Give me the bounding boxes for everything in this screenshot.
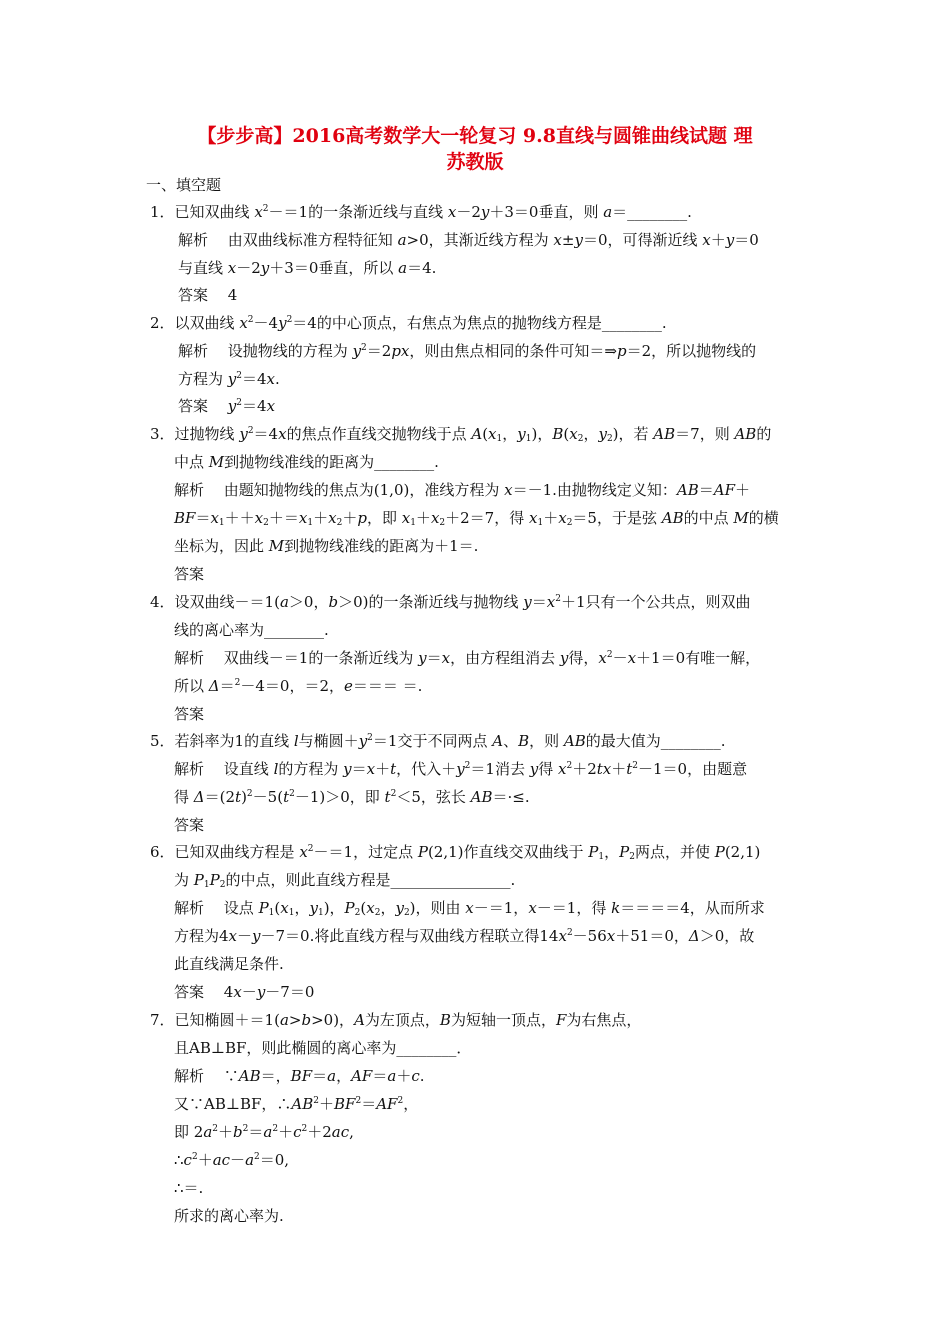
q1-answer — [178, 285, 237, 305]
answer-label: 答案 — [174, 816, 205, 834]
solution-label: 解析 — [178, 231, 209, 249]
q4-stem-1: 4．设双曲线－＝1(a＞0，b＞0)的一条渐近线与抛物线 $y=x^2+1$只有一个公共点，则双曲 — [150, 593, 751, 611]
q1-solution-1: 解析 由双曲线标准方程特征知 a>0，其渐近线方程为 x±y＝0，可得渐近线 x＋y＝0 — [178, 231, 759, 249]
q1-stem: 1．已知双曲线 $x^2-=1$的一条渐近线与直线 x－2y＋3＝0垂直，则 a＝________. — [150, 203, 692, 221]
solution-label: 解析 — [174, 649, 205, 667]
solution-label: 解析 — [174, 760, 205, 778]
q7-solution-3: 即 $2a^2+b^2=a^2+c^2+2ac$, — [174, 1123, 354, 1141]
q4-stem-2: 线的离心率为________. — [174, 621, 329, 639]
q6-solution-2: 方程为4x－y－7＝0.将此直线方程与双曲线方程联立得$14x^2-56x+51=0$，Δ＞0，故 — [174, 927, 755, 945]
q7-solution-5: ∴＝. — [174, 1179, 204, 1197]
q7-stem-1: 7．已知椭圆＋＝1(a>b>0)，A为左顶点，B为短轴一顶点，F为右焦点， — [150, 1011, 642, 1029]
q6-stem-2: 为 $P_1P_2$的中点，则此直线方程是________________. — [174, 871, 516, 890]
q1-solution-2: 与直线 x－2y＋3＝0垂直，所以 a＝4. — [178, 259, 437, 277]
q3-solution-1: 解析 由题知抛物线的焦点为(1,0)，准线方程为 x＝－1.由抛物线定义知：AB＝AF＋ — [174, 481, 751, 499]
q1-number: 1． — [150, 203, 175, 221]
q6-answer: 答案 4x－y－7＝0 — [174, 983, 315, 1001]
q2-answer: 答案 $y^2=4x$ — [178, 397, 276, 415]
solution-label: 解析 — [178, 342, 209, 360]
q7-solution-2: 又∵AB⊥BF，$\therefore AB^2+BF^2=AF^2$， — [174, 1095, 419, 1113]
doc-title-line-2: 苏教版 — [446, 151, 504, 173]
q5-solution-1: 解析 设直线 l的方程为 y＝x＋t，代入$+y^2=1$消去 y得 $x^2+2tx+t^2-1=0$，由题意 — [174, 760, 748, 778]
q7-solution-4: $\therefore c^2+ac-a^2=0$, — [174, 1151, 290, 1169]
doc-title-line-1: 【步步高】2016高考数学大一轮复习 9.8直线与圆锥曲线试题 理 — [197, 125, 753, 147]
q3-answer — [174, 564, 204, 584]
q3-solution-3: 坐标为，因此 M到抛物线准线的距离为＋1＝. — [174, 537, 479, 555]
q4-solution-2: 所以 Δ＝$^2$－4＝0，＝2，e＝＝＝ ＝. — [174, 677, 423, 695]
q3-stem-1: 3．过抛物线 $y^2=4x$的焦点作直线交抛物线于点 $A(x_1$，$y_1$)，$B(x_2$，$y_2$)，若 AB＝7，则 AB的 — [150, 425, 772, 444]
section-heading: 一、填空题 — [146, 176, 222, 194]
q6-stem-1: 6．已知双曲线方程是 $x^2-=1$，过定点 P(2,1)作直线交双曲线于 $P_1$，$P_2$两点，并使 P(2,1) — [150, 843, 761, 862]
q6-solution-3: 此直线满足条件. — [174, 955, 284, 973]
q4-answer — [174, 704, 204, 724]
q2-stem: 2．以双曲线 $x^2-4y^2=4$的中心顶点，右焦点为焦点的抛物线方程是________. — [150, 314, 667, 332]
answer-label: 答案 — [178, 397, 209, 415]
q3-solution-2: $BF=x_1++x_2+=x_1+x_2+p$，即 $x_1+x_2+2=7$，得 $x_1+x_2=5$，于是弦 AB的中点 M的横 — [174, 509, 779, 528]
q4-number: 4． — [150, 593, 175, 611]
solution-label: 解析 — [174, 899, 205, 917]
q6-solution-1: 解析 设点 $P_1(x_1$，$y_1$)，$P_2(x_2$，$y_2$)，则由 x－＝1，x－＝1，得 k＝＝＝＝4，从而所求 — [174, 899, 765, 918]
q6-number: 6． — [150, 843, 175, 861]
answer-label: 答案 — [178, 286, 209, 304]
q2-solution-1: 解析 设抛物线的方程为 $y^2=2px$，则由焦点相同的条件可知＝⇒p＝2，所以抛物线的 — [178, 342, 757, 360]
q5-number: 5． — [150, 732, 175, 750]
solution-label: 解析 — [174, 481, 205, 499]
q2-number: 2． — [150, 314, 175, 332]
answer-label: 答案 — [174, 565, 205, 583]
q3-stem-2: 中点 M到抛物线准线的距离为________. — [174, 453, 439, 471]
q7-solution-1: 解析 ∵AB＝，BF＝a，AF＝a＋c. — [174, 1067, 425, 1085]
q7-solution-6: 所求的离心率为. — [174, 1207, 284, 1225]
q7-number: 7． — [150, 1011, 175, 1029]
q5-stem: 5．若斜率为1的直线 l与椭圆$+y^2=1$交于不同两点 A、B，则 AB的最大值为________. — [150, 732, 726, 750]
answer-label: 答案 — [174, 983, 205, 1001]
q2-solution-2: 方程为 $y^2=4x$. — [178, 370, 280, 388]
q4-solution-1: 解析 双曲线－＝1的一条渐近线为 y＝x，由方程组消去 y得，$x^2-x+1=0$有唯一解， — [174, 649, 761, 667]
q5-answer — [174, 815, 204, 835]
answer-label: 答案 — [174, 705, 205, 723]
q5-solution-2: 得 $\Delta=(2t)^2-5(t^2-1)>0$，即 $t^2<5$，弦长 AB＝·≤. — [174, 788, 530, 806]
q3-number: 3． — [150, 425, 175, 443]
solution-label: 解析 — [174, 1067, 205, 1085]
q1-answer-value: 4 — [227, 286, 238, 304]
q7-stem-2: 且AB⊥BF，则此椭圆的离心率为________． — [174, 1039, 472, 1057]
